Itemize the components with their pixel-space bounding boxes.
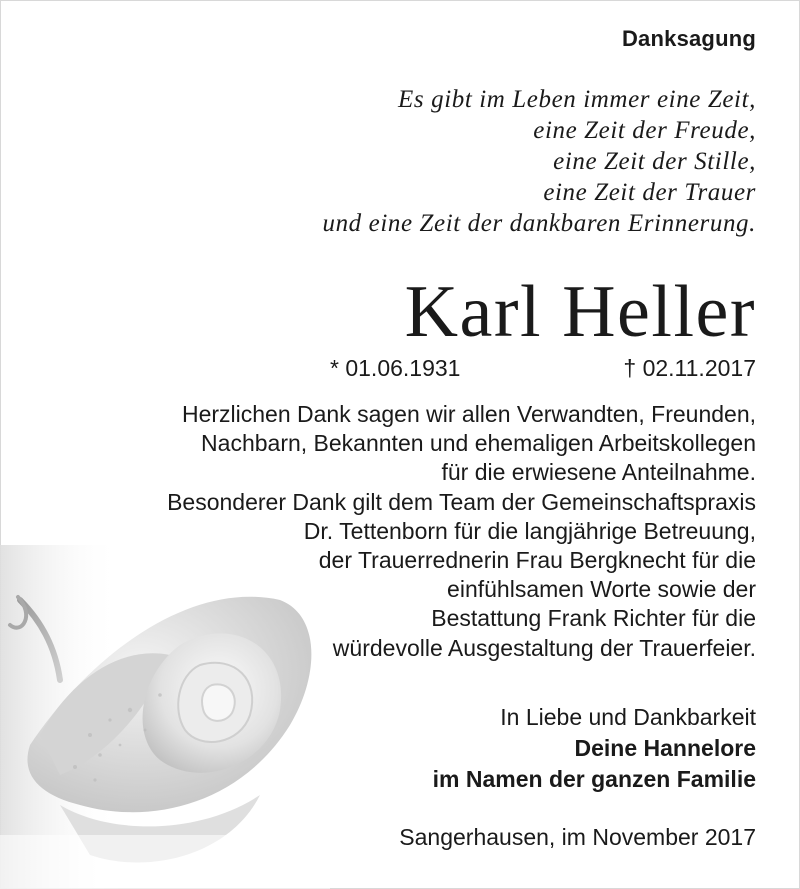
signature-family: im Namen der ganzen Familie: [432, 766, 756, 792]
thanks-line: einfühlsamen Worte sowie der: [447, 576, 756, 603]
thanks-line: Herzlichen Dank sagen wir allen Verwandten, Freunden,: [181, 401, 756, 427]
thanks-line: für die erwiesene Anteilnahme.: [441, 459, 756, 486]
poem-line: und eine Zeit der dankbaren Erinnerung.: [322, 210, 756, 237]
poem-line: eine Zeit der Stille,: [553, 148, 756, 175]
thanks-line: würdevolle Ausgestaltung der Trauerfeier.: [332, 634, 756, 661]
thanks-line: Nachbarn, Bekannten und ehemaligen Arbeitskollegen: [201, 430, 756, 457]
closing: [433, 702, 756, 795]
poem-line: Es gibt im Leben immer eine Zeit,: [398, 86, 756, 113]
place-date: Sangerhausen, im November 2017: [399, 824, 756, 850]
signature-name: Deine Hannelore: [574, 735, 756, 761]
heading: Danksagung: [621, 26, 756, 51]
thanks-line: Besonderer Dank gilt dem Team der Gemeinschaftspraxis: [167, 488, 756, 515]
thanks-line: der Trauerrednerin Frau Bergknecht für die: [318, 547, 756, 574]
poem-line: eine Zeit der Freude,: [533, 117, 756, 144]
deceased-name: Karl Heller: [404, 271, 756, 353]
birth-date: * 01.06.1931: [330, 355, 461, 381]
closing-line: In Liebe und Dankbarkeit: [500, 704, 756, 730]
thanks-text: [167, 400, 756, 663]
thanks-line: Bestattung Frank Richter für die: [431, 605, 756, 632]
poem: [322, 84, 756, 239]
thanks-line: Dr. Tettenborn für die langjährige Betreuung,: [303, 517, 756, 544]
poem-line: eine Zeit der Trauer: [543, 179, 756, 206]
death-date: † 02.11.2017: [623, 355, 756, 381]
